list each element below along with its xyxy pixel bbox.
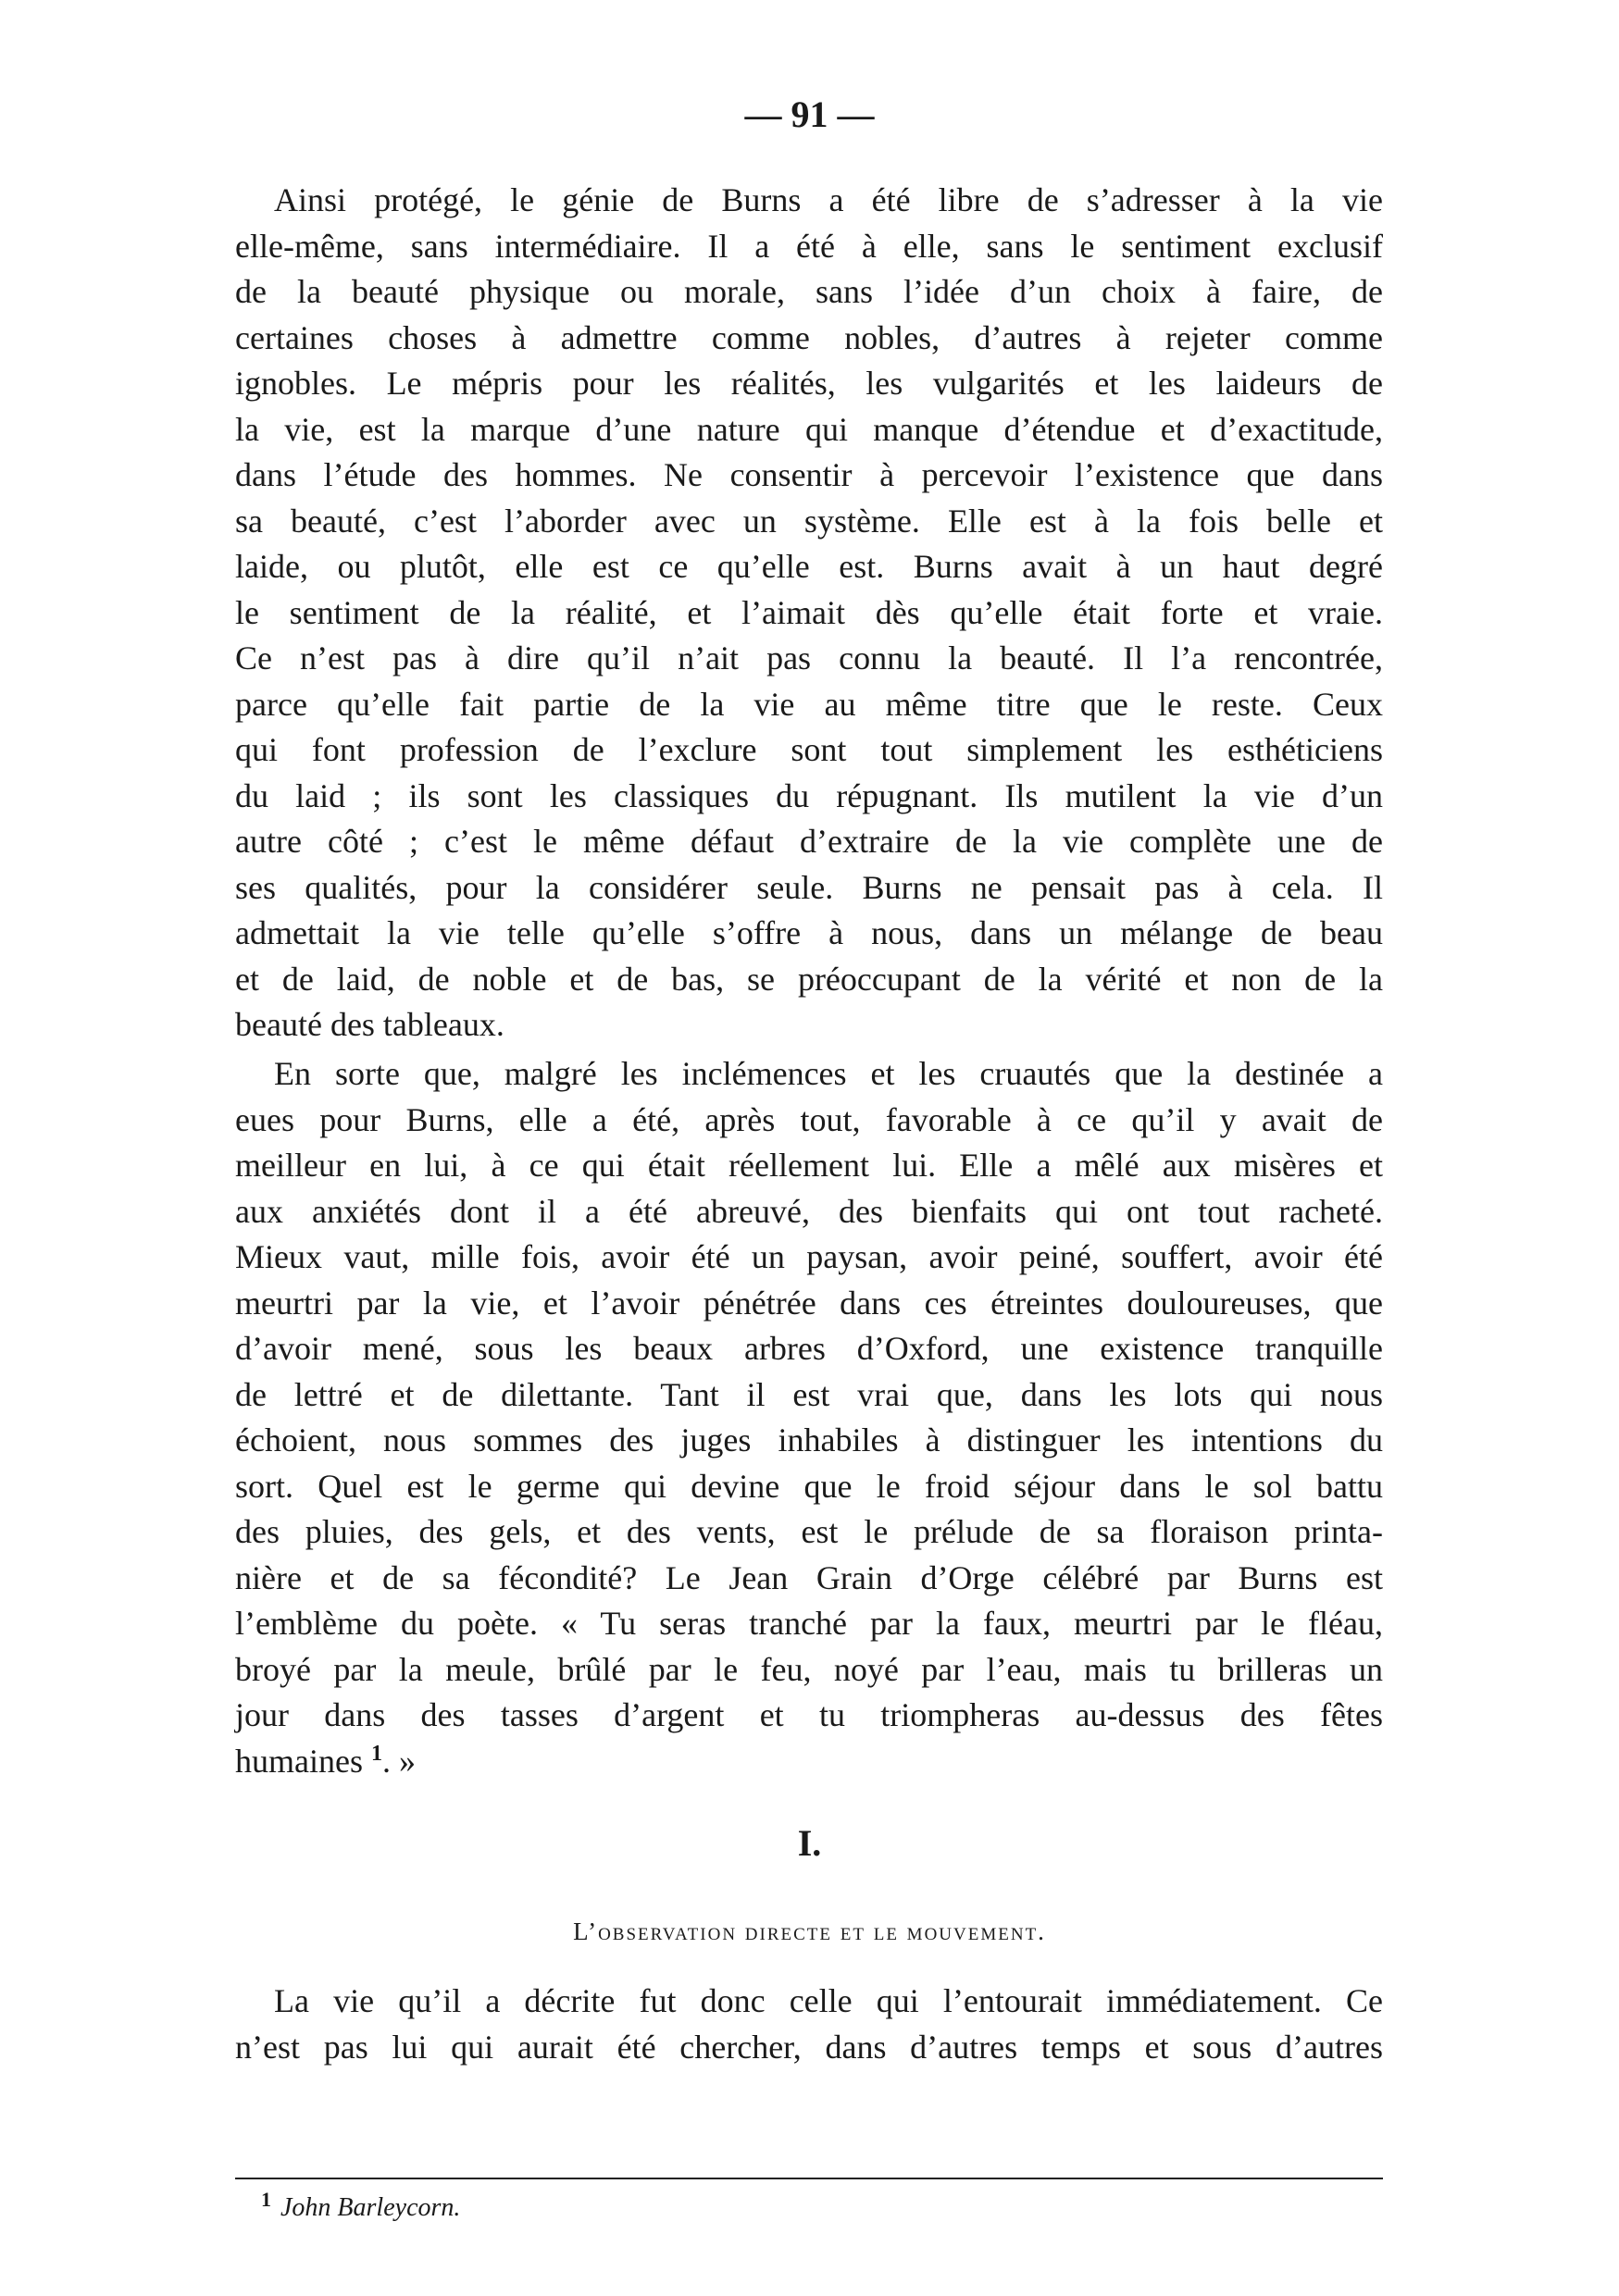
text-line: ignobles. Le mépris pour les réalités, les vulgarités et les laideurs de — [235, 365, 1383, 402]
text-line: l’emblème du poète. « Tu seras tranché par la faux, meurtri par le fléau, — [235, 1605, 1383, 1642]
paragraph-1 — [235, 178, 1383, 1049]
text-line: La vie qu’il a décrite fut donc celle qui l’entourait immédiatement. Ce — [274, 1982, 1383, 2019]
text-line: autre côté ; c’est le même défaut d’extraire de la vie complète une de — [235, 823, 1383, 860]
text-line: beauté des tableaux. — [235, 1006, 504, 1043]
text-line: laide, ou plutôt, elle est ce qu’elle est. Burns avait à un haut degré — [235, 548, 1383, 585]
footnote-divider — [235, 2178, 1383, 2179]
section-numeral: I. — [797, 1822, 822, 1864]
footnote-reference[interactable]: 1 — [370, 1741, 382, 1766]
text-line: broyé par la meule, brûlé par le feu, noyé par l’eau, mais tu brilleras un — [235, 1650, 1383, 1688]
text-line: eues pour Burns, elle a été, après tout, favorable à ce qu’il y avait de — [235, 1100, 1383, 1138]
text-line: parce qu’elle fait partie de la vie au même titre que le reste. Ceux — [235, 685, 1383, 723]
text-line: sort. Quel est le germe qui devine que le froid séjour dans le sol battu — [235, 1467, 1383, 1505]
text-line: En sorte que, malgré les inclémences et les cruautés que la destinée a — [274, 1055, 1383, 1092]
text-line: d’avoir mené, sous les beaux arbres d’Oxford, une existence tranquille — [235, 1330, 1383, 1367]
text-line: n’est pas lui qui aurait été chercher, dans d’autres temps et sous d’autres — [235, 2028, 1383, 2066]
text-line: sa beauté, c’est l’aborder avec un système. Elle est à la fois belle et — [235, 502, 1383, 540]
text-line: échoient, nous sommes des juges inhabiles à distinguer les intentions du — [235, 1421, 1383, 1458]
text-line: aux anxiétés dont il a été abreuvé, des bienfaits qui ont tout racheté. — [235, 1192, 1383, 1230]
footnote-text: John Barleycorn. — [280, 2193, 461, 2222]
text-line-last — [235, 1739, 1383, 1785]
text-line: dans l’étude des hommes. Ne consentir à percevoir l’existence que dans — [235, 456, 1383, 493]
text-line: la vie, est la marque d’une nature qui manque d’étendue et d’exactitude, — [235, 410, 1383, 448]
paragraph-2 — [235, 1051, 1383, 1784]
page-number: — 91 — — [744, 93, 875, 135]
text-line: admettait la vie telle qu’elle s’offre à nous, dans un mélange de beau — [235, 914, 1383, 951]
footnote — [261, 2187, 461, 2225]
text-line: le sentiment de la réalité, et l’aimait dès qu’elle était forte et vraie. — [235, 593, 1383, 631]
section-title: L’observation directe et le mouvement. — [573, 1917, 1046, 1945]
text-line: et de laid, de noble et de bas, se préoccupant de la vérité et non de la — [235, 960, 1383, 998]
text-line: qui font profession de l’exclure sont tout simplement les esthéticiens — [235, 731, 1383, 768]
text-line: meilleur en lui, à ce qui était réellement lui. Elle a mêlé aux misères et — [235, 1147, 1383, 1184]
text-line: elle-même, sans intermédiaire. Il a été à elle, sans le sentiment exclusif — [235, 227, 1383, 265]
text-line: des pluies, des gels, et des vents, est le prélude de sa floraison printa- — [235, 1513, 1383, 1550]
text-line: meurtri par la vie, et l’avoir pénétrée dans ces étreintes douloureuses, que — [235, 1284, 1383, 1322]
text-line: ses qualités, pour la considérer seule. Burns ne pensait pas à cela. Il — [235, 868, 1383, 906]
text-line: de lettré et de dilettante. Tant il est vrai que, dans les lots qui nous — [235, 1375, 1383, 1413]
text-line: Mieux vaut, mille fois, avoir été un paysan, avoir peiné, souffert, avoir été — [235, 1238, 1383, 1275]
footnote-number: 1 — [261, 2187, 271, 2211]
text-line: Ainsi protégé, le génie de Burns a été libre de s’adresser à la vie — [274, 181, 1383, 218]
text-line: du laid ; ils sont les classiques du répugnant. Ils mutilent la vie d’un — [235, 776, 1383, 814]
text-fragment: . » — [381, 1742, 416, 1780]
text-line: jour dans des tasses d’argent et tu triompheras au-dessus des fêtes — [235, 1696, 1383, 1733]
text-fragment: humaines — [235, 1742, 363, 1780]
text-line: Ce n’est pas à dire qu’il n’ait pas connu la beauté. Il l’a rencontrée, — [235, 639, 1383, 676]
text-line: nière et de sa fécondité? Le Jean Grain d’Orge célébré par Burns est — [235, 1558, 1383, 1596]
paragraph-3 — [235, 1979, 1383, 2070]
text-line: de la beauté physique ou morale, sans l’idée d’un choix à faire, de — [235, 273, 1383, 310]
text-line: certaines choses à admettre comme nobles, d’autres à rejeter comme — [235, 318, 1383, 356]
